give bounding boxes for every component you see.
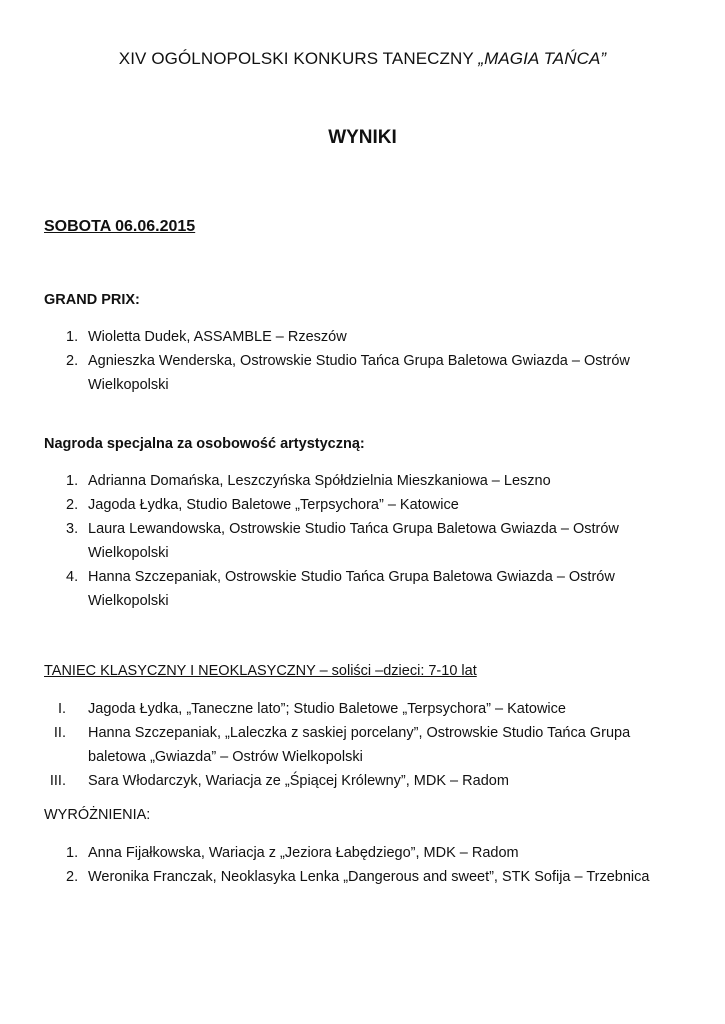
special-award-heading: Nagroda specjalna za osobowość artystyczną: xyxy=(44,436,365,452)
honorable-mentions-heading: WYRÓŻNIENIA: xyxy=(44,807,151,823)
item-text: Adrianna Domańska, Leszczyńska Spółdzielnia Mieszkaniowa – Leszno xyxy=(88,473,551,489)
item-number: III. xyxy=(49,773,66,789)
honorable-mentions-list xyxy=(44,841,694,889)
list-item xyxy=(44,769,694,793)
item-number: 2. xyxy=(66,353,79,369)
item-text-cont: Wielkopolski xyxy=(88,545,169,561)
item-text: Sara Włodarczyk, Wariacja ze „Śpiącej Królewny”, MDK – Radom xyxy=(88,773,509,789)
item-number: 4. xyxy=(66,569,79,585)
item-text: Laura Lewandowska, Ostrowskie Studio Tańca Grupa Baletowa Gwiazda – Ostrów xyxy=(88,521,619,537)
list-item xyxy=(44,469,694,493)
classical-category-heading: TANIEC KLASYCZNY I NEOKLASYCZNY – soliści –dzieci: 7-10 lat xyxy=(44,663,477,679)
item-number: II. xyxy=(53,725,66,741)
item-text: Jagoda Łydka, Studio Baletowe „Terpsychora” – Katowice xyxy=(88,497,459,513)
document-title xyxy=(0,49,725,69)
list-item xyxy=(44,493,694,517)
item-number: 1. xyxy=(66,845,79,861)
item-text: Hanna Szczepaniak, „Laleczka z saskiej porcelany”, Ostrowskie Studio Tańca Grupa xyxy=(88,725,631,741)
title-italic: „MAGIA TAŃCA” xyxy=(478,49,607,68)
classical-list xyxy=(44,697,694,793)
item-text-cont: Wielkopolski xyxy=(88,593,169,609)
item-text: Jagoda Łydka, „Taneczne lato”; Studio Baletowe „Terpsychora” – Katowice xyxy=(88,701,566,717)
title-main: XIV OGÓLNOPOLSKI KONKURS TANECZNY xyxy=(118,49,479,68)
item-text: Weronika Franczak, Neoklasyka Lenka „Dangerous and sweet”, STK Sofija – Trzebnica xyxy=(88,869,650,885)
item-number: 1. xyxy=(66,473,79,489)
grand-prix-list xyxy=(44,325,694,397)
item-number: 3. xyxy=(66,521,79,537)
item-text-cont: baletowa „Gwiazda” – Ostrów Wielkopolski xyxy=(88,749,363,765)
item-number: I. xyxy=(57,701,66,717)
special-award-list xyxy=(44,469,694,613)
item-number: 1. xyxy=(66,329,79,345)
item-text: Anna Fijałkowska, Wariacja z „Jeziora Łabędziego”, MDK – Radom xyxy=(88,845,519,861)
item-number: 2. xyxy=(66,869,79,885)
list-item xyxy=(44,865,694,889)
item-number: 2. xyxy=(66,497,79,513)
item-text: Hanna Szczepaniak, Ostrowskie Studio Tańca Grupa Baletowa Gwiazda – Ostrów xyxy=(88,569,615,585)
list-item xyxy=(44,517,694,565)
item-text-cont: Wielkopolski xyxy=(88,377,169,393)
list-item xyxy=(44,697,694,721)
list-item xyxy=(44,325,694,349)
grand-prix-heading: GRAND PRIX: xyxy=(44,292,140,308)
list-item xyxy=(44,349,694,397)
list-item xyxy=(44,721,694,769)
item-text: Wioletta Dudek, ASSAMBLE – Rzeszów xyxy=(88,329,347,345)
day-heading: SOBOTA 06.06.2015 xyxy=(44,218,196,235)
results-heading: WYNIKI xyxy=(328,127,397,148)
list-item xyxy=(44,841,694,865)
item-text: Agnieszka Wenderska, Ostrowskie Studio Tańca Grupa Baletowa Gwiazda – Ostrów xyxy=(88,353,630,369)
list-item xyxy=(44,565,694,613)
